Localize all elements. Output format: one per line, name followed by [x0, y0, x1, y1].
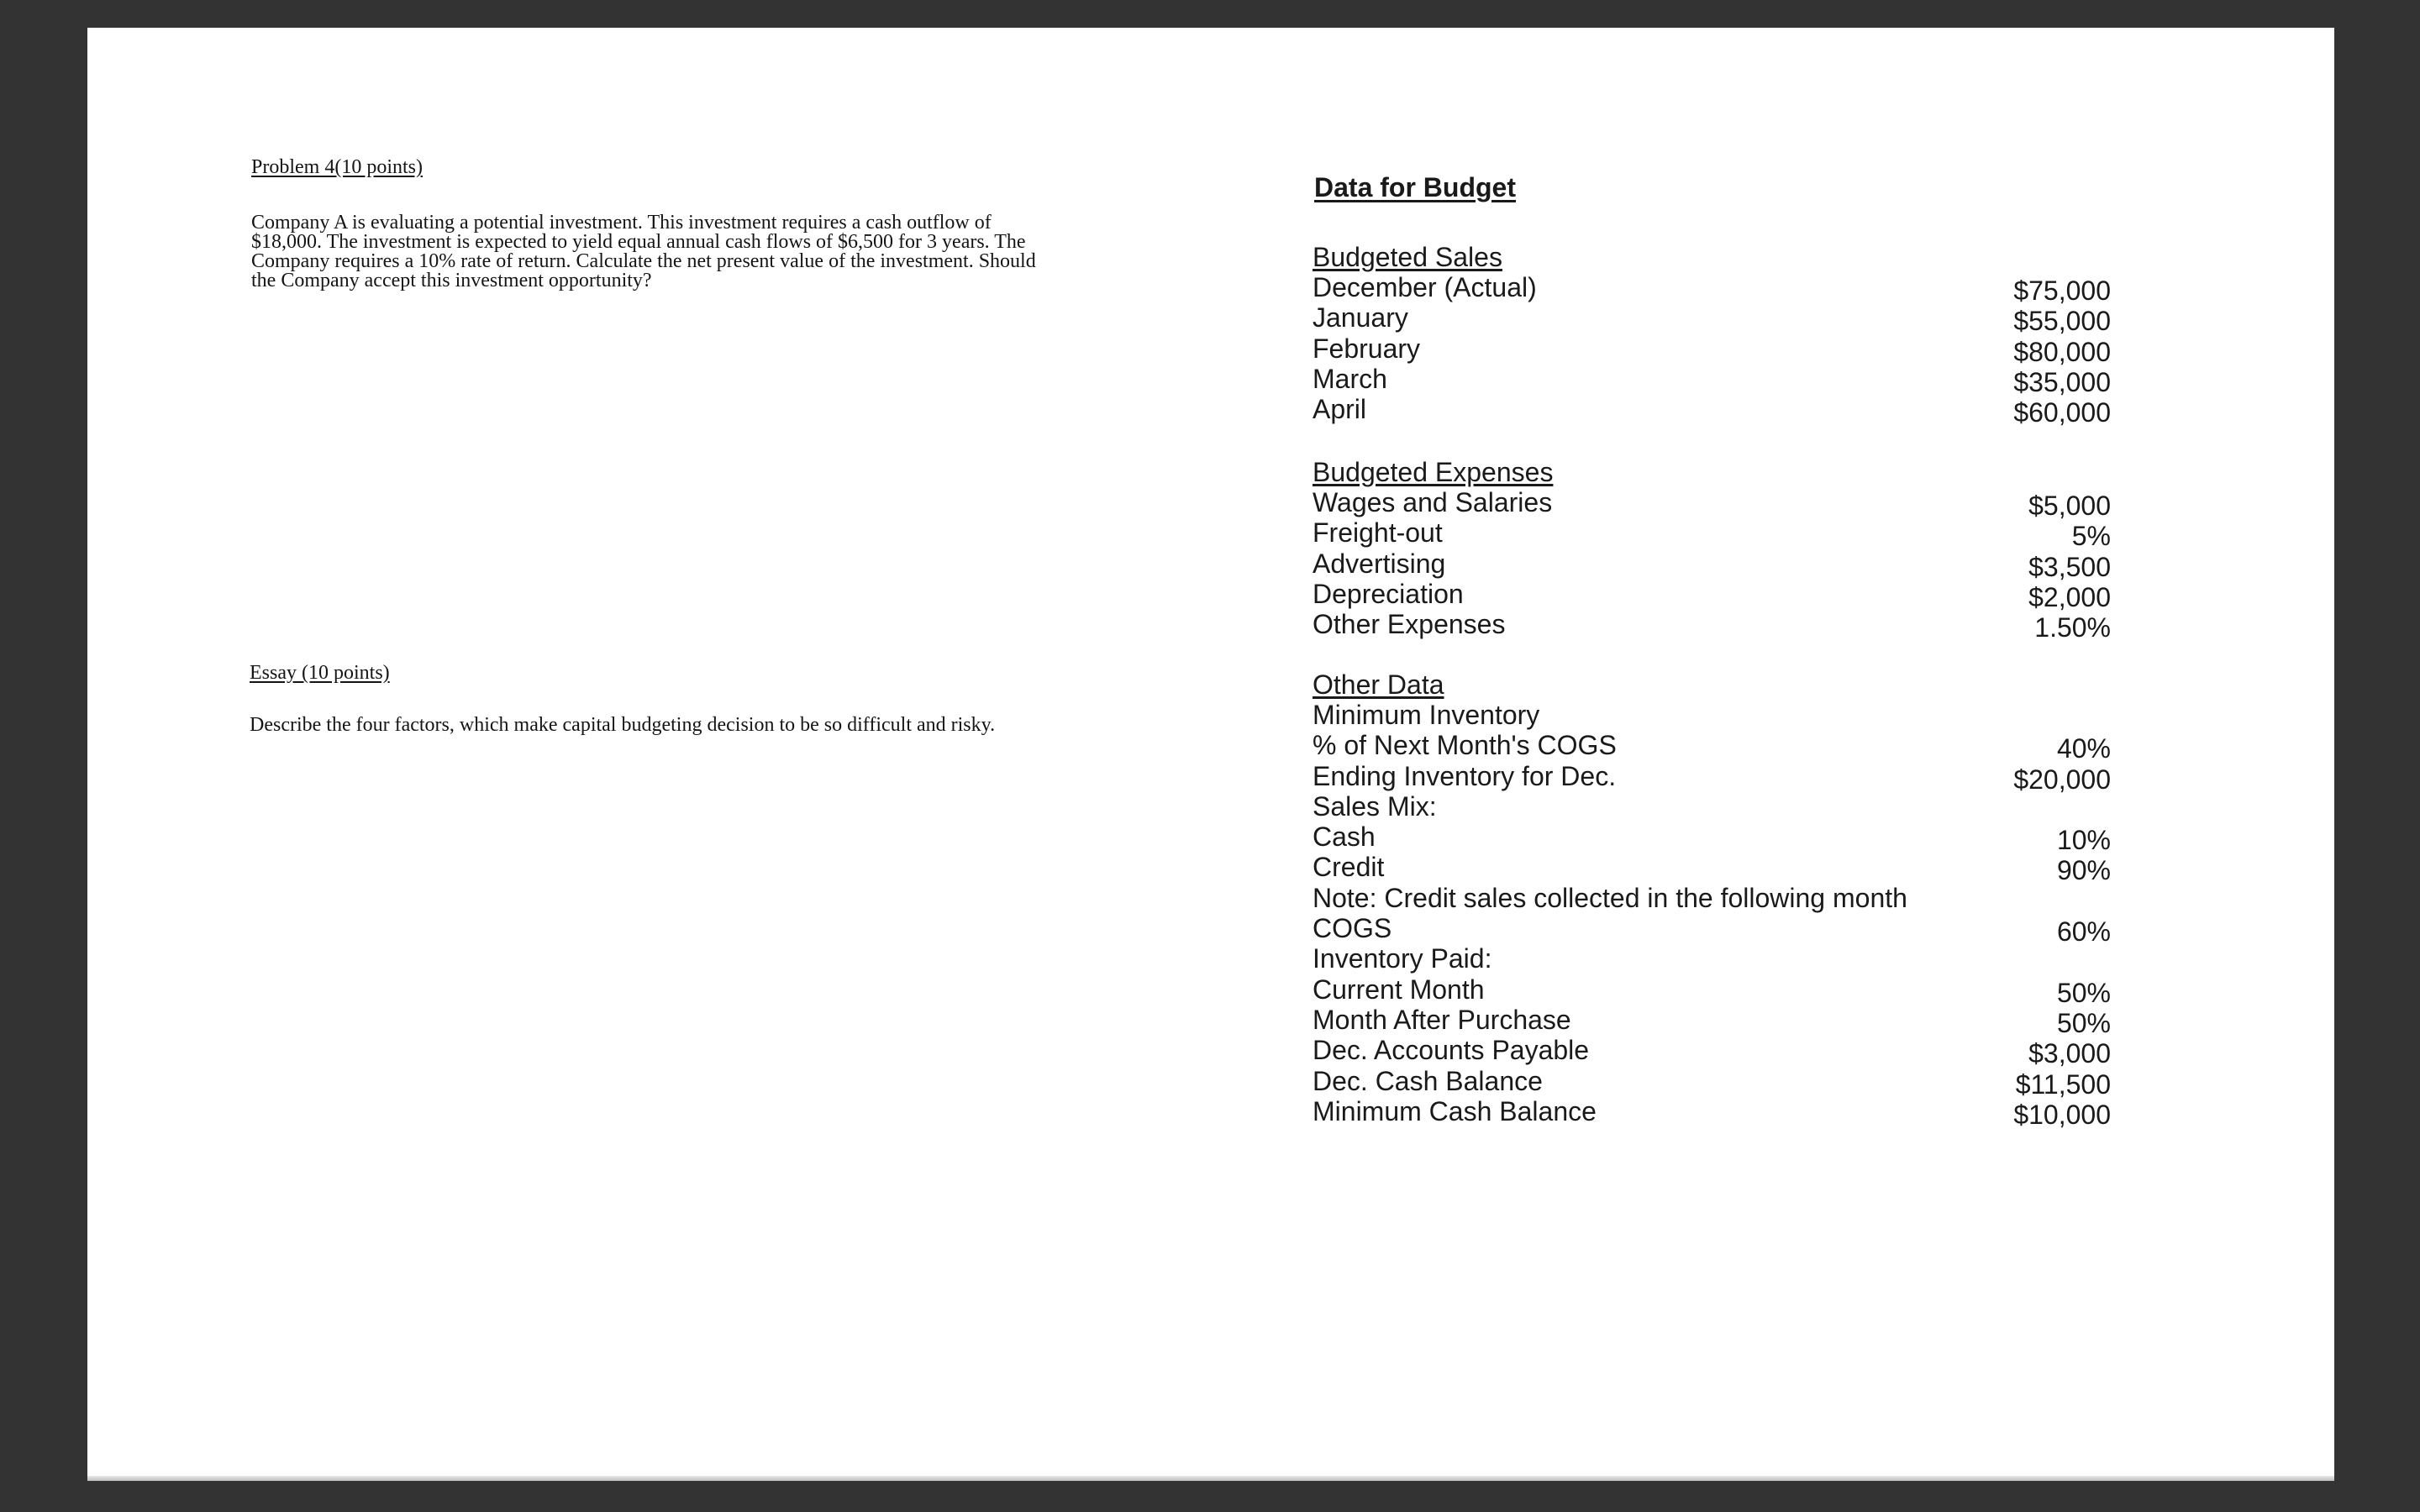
row-label: January: [1313, 302, 1408, 333]
budget-row: [1313, 822, 2186, 856]
row-value: $60,000: [2013, 397, 2111, 428]
budget-title: Data for Budget: [1314, 172, 1516, 202]
budget-row: [1313, 700, 2186, 730]
budget-row: [1313, 943, 2186, 974]
row-label: Credit: [1313, 852, 1385, 883]
budget-row: [1313, 974, 2186, 1008]
essay-text: Describe the four factors, which make capital budgeting decision to be so difficult and risky.: [250, 714, 996, 736]
budget-row: [1313, 791, 2186, 822]
budget-row: [1313, 1065, 2186, 1100]
section-heading: Budgeted Expenses: [1313, 457, 1554, 487]
budgeted-expenses-section: [1313, 457, 2186, 643]
row-value: 50%: [2056, 977, 2111, 1008]
row-label: Inventory Paid:: [1313, 943, 1492, 974]
row-value: $2,000: [2028, 581, 2111, 612]
budget-row: [1313, 272, 2186, 306]
row-label: Current Month: [1313, 974, 1485, 1005]
budget-row: [1313, 609, 2186, 643]
row-label: Freight-out: [1313, 517, 1443, 549]
row-label: March: [1313, 363, 1387, 394]
document-page: [87, 28, 2334, 1481]
budget-row: [1313, 487, 2186, 521]
row-label: Sales Mix:: [1313, 790, 1437, 822]
budget-row: [1313, 1004, 2186, 1038]
budget-row: [1313, 730, 2186, 764]
row-label: Minimum Inventory: [1313, 700, 1540, 730]
row-label: February: [1313, 333, 1421, 364]
row-label: Cash: [1313, 822, 1376, 853]
other-data-section: [1313, 669, 2186, 1130]
row-label: April: [1313, 394, 1367, 425]
problem-text: Company A is evaluating a potential investment. This investment requires a cash outflow of $18,000. The investment is expected to yield equal annual cash flows of $6,500 for 3 years. The Company requires a 10% rate of return. Calculate the net present value of the investment. Should the Company accept this investment opportunity?: [251, 212, 1036, 291]
budget-row: [1313, 578, 2186, 612]
row-label: Wages and Salaries: [1313, 487, 1553, 517]
row-value: 1.50%: [2034, 612, 2111, 643]
row-value: 10%: [2056, 825, 2111, 856]
budget-row: [1313, 913, 2186, 948]
row-label: % of Next Month's COGS: [1313, 730, 1617, 761]
budgeted-sales-section: [1313, 242, 2186, 428]
budget-row: [1313, 1035, 2186, 1069]
budget-row: [1313, 333, 2186, 367]
row-value: $55,000: [2013, 306, 2111, 337]
row-value: 5%: [2071, 521, 2111, 552]
row-value: $5,000: [2028, 491, 2111, 521]
section-heading: Other Data: [1313, 669, 1444, 700]
row-value: 50%: [2056, 1007, 2111, 1038]
budget-row: [1313, 852, 2186, 886]
budget-row: [1313, 302, 2186, 337]
row-value: 40%: [2056, 733, 2111, 764]
budget-row: [1313, 517, 2186, 552]
row-label: Note: Credit sales collected in the following month: [1313, 882, 1907, 913]
row-label: Depreciation: [1313, 578, 1464, 609]
budget-row: [1313, 394, 2186, 428]
essay-heading: Essay (10 points): [250, 662, 390, 684]
row-label: COGS: [1313, 913, 1392, 944]
row-value: $3,000: [2028, 1038, 2111, 1069]
row-label: December (Actual): [1313, 272, 1537, 302]
budget-row: [1313, 363, 2186, 397]
row-value: $10,000: [2013, 1099, 2111, 1130]
row-label: Dec. Cash Balance: [1313, 1065, 1543, 1096]
row-label: Minimum Cash Balance: [1313, 1095, 1597, 1126]
row-label: Month After Purchase: [1313, 1004, 1571, 1035]
row-label: Ending Inventory for Dec.: [1313, 760, 1617, 791]
row-value: $20,000: [2013, 764, 2111, 795]
row-value: $35,000: [2013, 366, 2111, 397]
budget-row: [1313, 883, 2186, 913]
row-label: Other Expenses: [1313, 609, 1506, 640]
section-heading: Budgeted Sales: [1313, 242, 1502, 272]
budget-row: [1313, 760, 2186, 795]
row-value: 90%: [2056, 855, 2111, 886]
row-value: $75,000: [2013, 276, 2111, 306]
budget-row: [1313, 548, 2186, 582]
row-value: 60%: [2056, 916, 2111, 948]
row-value: $80,000: [2013, 336, 2111, 367]
row-value: $3,500: [2028, 551, 2111, 582]
budget-row: [1313, 1095, 2186, 1130]
row-value: $11,500: [2015, 1068, 2111, 1100]
row-label: Dec. Accounts Payable: [1313, 1035, 1590, 1066]
problem-heading: Problem 4(10 points): [251, 156, 423, 178]
row-label: Advertising: [1313, 548, 1446, 579]
